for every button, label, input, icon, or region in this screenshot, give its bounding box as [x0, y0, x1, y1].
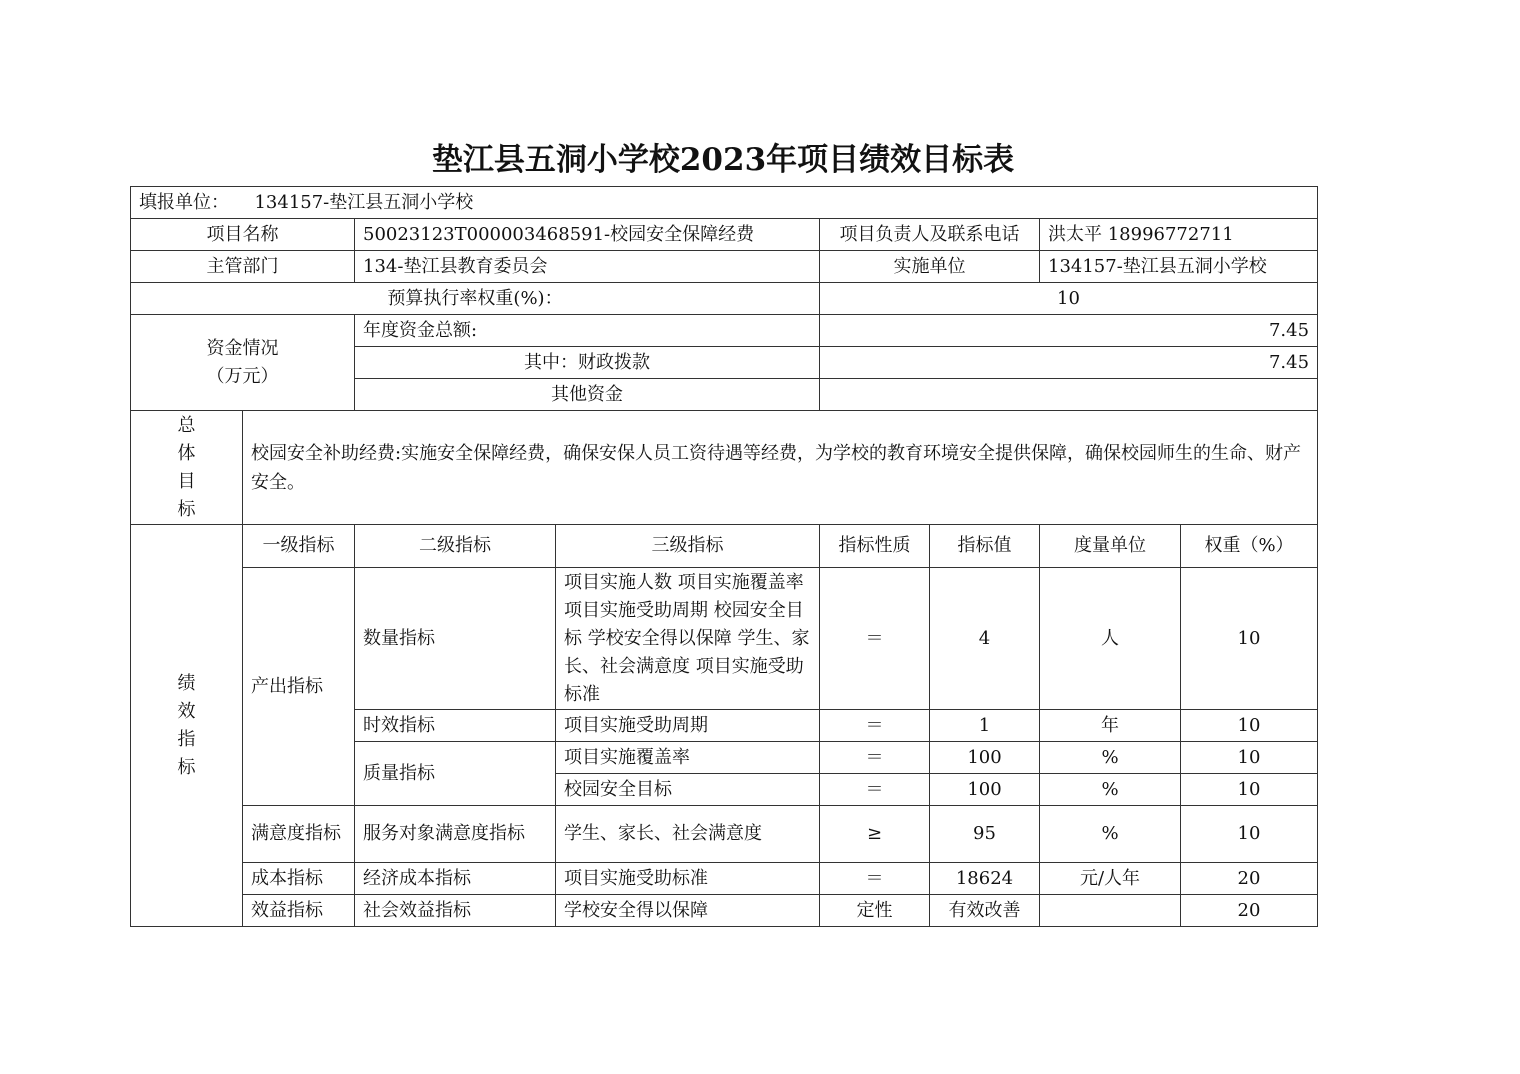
indicator-label-char: 指	[177, 728, 196, 750]
goal-row	[131, 411, 1318, 525]
project-name-row	[131, 219, 1318, 251]
unit-value: 134157-垫江县五洞小学校	[254, 191, 474, 213]
budget-weight-label: 预算执行率权重(%)：	[131, 283, 820, 315]
level1-cell: 成本指标	[243, 863, 355, 895]
level3-cell: 项目实施人数 项目实施覆盖率 项目实施受助周期 校园安全目标 学校安全得以保障 学生、家长、社会满意度 项目实施受助标准	[556, 568, 820, 710]
funds-label	[131, 315, 355, 411]
table-row	[131, 895, 1318, 927]
budget-weight-value: 10	[820, 283, 1318, 315]
goal-label-char: 标	[177, 498, 196, 520]
value-cell: 95	[930, 806, 1040, 863]
header-weight: 权重（%）	[1181, 525, 1318, 568]
level2-cell: 质量指标	[355, 742, 556, 806]
level2-cell: 时效指标	[355, 710, 556, 742]
level2-cell: 社会效益指标	[355, 895, 556, 927]
level3-cell: 学校安全得以保障	[556, 895, 820, 927]
header-level1: 一级指标	[243, 525, 355, 568]
level2-cell: 服务对象满意度指标	[355, 806, 556, 863]
funds-total-row	[131, 315, 1318, 347]
weight-cell: 10	[1181, 710, 1318, 742]
table-row	[131, 863, 1318, 895]
indicator-header-row	[131, 525, 1318, 568]
value-cell: 4	[930, 568, 1040, 710]
value-cell: 100	[930, 774, 1040, 806]
unit-cell: %	[1040, 742, 1181, 774]
weight-cell: 20	[1181, 895, 1318, 927]
funds-other-value	[820, 379, 1318, 411]
unit-cell	[1040, 895, 1181, 927]
nature-cell: 定性	[820, 895, 930, 927]
funds-label-line1: 资金情况	[206, 337, 279, 359]
value-cell: 18624	[930, 863, 1040, 895]
nature-cell: ＝	[820, 568, 930, 710]
nature-cell: ＝	[820, 863, 930, 895]
nature-cell: ＝	[820, 774, 930, 806]
project-name-label: 项目名称	[131, 219, 355, 251]
level3-cell: 项目实施受助标准	[556, 863, 820, 895]
budget-weight-row	[131, 283, 1318, 315]
performance-table	[130, 186, 1318, 927]
funds-label-line2: （万元）	[206, 365, 279, 387]
weight-cell: 10	[1181, 742, 1318, 774]
funds-total-label: 年度资金总额:	[355, 315, 820, 347]
goal-label	[131, 411, 243, 525]
level2-cell: 经济成本指标	[355, 863, 556, 895]
contact-value: 洪太平 18996772711	[1040, 219, 1318, 251]
indicator-label-char: 效	[177, 700, 196, 722]
contact-label: 项目负责人及联系电话	[820, 219, 1040, 251]
header-nature: 指标性质	[820, 525, 930, 568]
header-level2: 二级指标	[355, 525, 556, 568]
unit-cell: 元/人年	[1040, 863, 1181, 895]
level3-cell: 项目实施覆盖率	[556, 742, 820, 774]
table-row	[131, 806, 1318, 863]
level1-cell: 效益指标	[243, 895, 355, 927]
dept-label: 主管部门	[131, 251, 355, 283]
level2-cell: 数量指标	[355, 568, 556, 710]
unit-cell: %	[1040, 806, 1181, 863]
weight-cell: 20	[1181, 863, 1318, 895]
unit-cell	[131, 187, 1318, 219]
funds-fiscal-label: 其中：财政拨款	[355, 347, 820, 379]
goal-label-char: 体	[177, 442, 196, 464]
header-level3: 三级指标	[556, 525, 820, 568]
indicator-label	[131, 525, 243, 927]
value-cell: 有效改善	[930, 895, 1040, 927]
unit-cell: 人	[1040, 568, 1181, 710]
nature-cell: ≥	[820, 806, 930, 863]
funds-other-label: 其他资金	[355, 379, 820, 411]
goal-label-char: 目	[177, 470, 196, 492]
unit-label: 填报单位：	[139, 191, 229, 213]
nature-cell: ＝	[820, 710, 930, 742]
weight-cell: 10	[1181, 774, 1318, 806]
funds-fiscal-value: 7.45	[820, 347, 1318, 379]
goal-label-char: 总	[177, 414, 196, 436]
nature-cell: ＝	[820, 742, 930, 774]
goal-text: 校园安全补助经费:实施安全保障经费，确保安保人员工资待遇等经费，为学校的教育环境安全提供保障，确保校园师生的生命、财产安全。	[243, 411, 1318, 525]
page-title: 垫江县五洞小学校2023年项目绩效目标表	[431, 142, 1015, 178]
value-cell: 100	[930, 742, 1040, 774]
level3-cell: 项目实施受助周期	[556, 710, 820, 742]
weight-cell: 10	[1181, 806, 1318, 863]
header-value: 指标值	[930, 525, 1040, 568]
level1-cell: 满意度指标	[243, 806, 355, 863]
header-unit: 度量单位	[1040, 525, 1181, 568]
unit-cell: %	[1040, 774, 1181, 806]
dept-value: 134-垫江县教育委员会	[355, 251, 820, 283]
indicator-label-char: 绩	[177, 672, 196, 694]
unit-row	[131, 187, 1318, 219]
unit-cell: 年	[1040, 710, 1181, 742]
level3-cell: 校园安全目标	[556, 774, 820, 806]
dept-row	[131, 251, 1318, 283]
impl-label: 实施单位	[820, 251, 1040, 283]
funds-total-value: 7.45	[820, 315, 1318, 347]
level3-cell: 学生、家长、社会满意度	[556, 806, 820, 863]
project-name-value: 50023123T000003468591-校园安全保障经费	[355, 219, 820, 251]
impl-value: 134157-垫江县五洞小学校	[1040, 251, 1318, 283]
value-cell: 1	[930, 710, 1040, 742]
level1-cell: 产出指标	[243, 568, 355, 806]
indicator-label-char: 标	[177, 756, 196, 778]
weight-cell: 10	[1181, 568, 1318, 710]
table-row	[131, 568, 1318, 710]
